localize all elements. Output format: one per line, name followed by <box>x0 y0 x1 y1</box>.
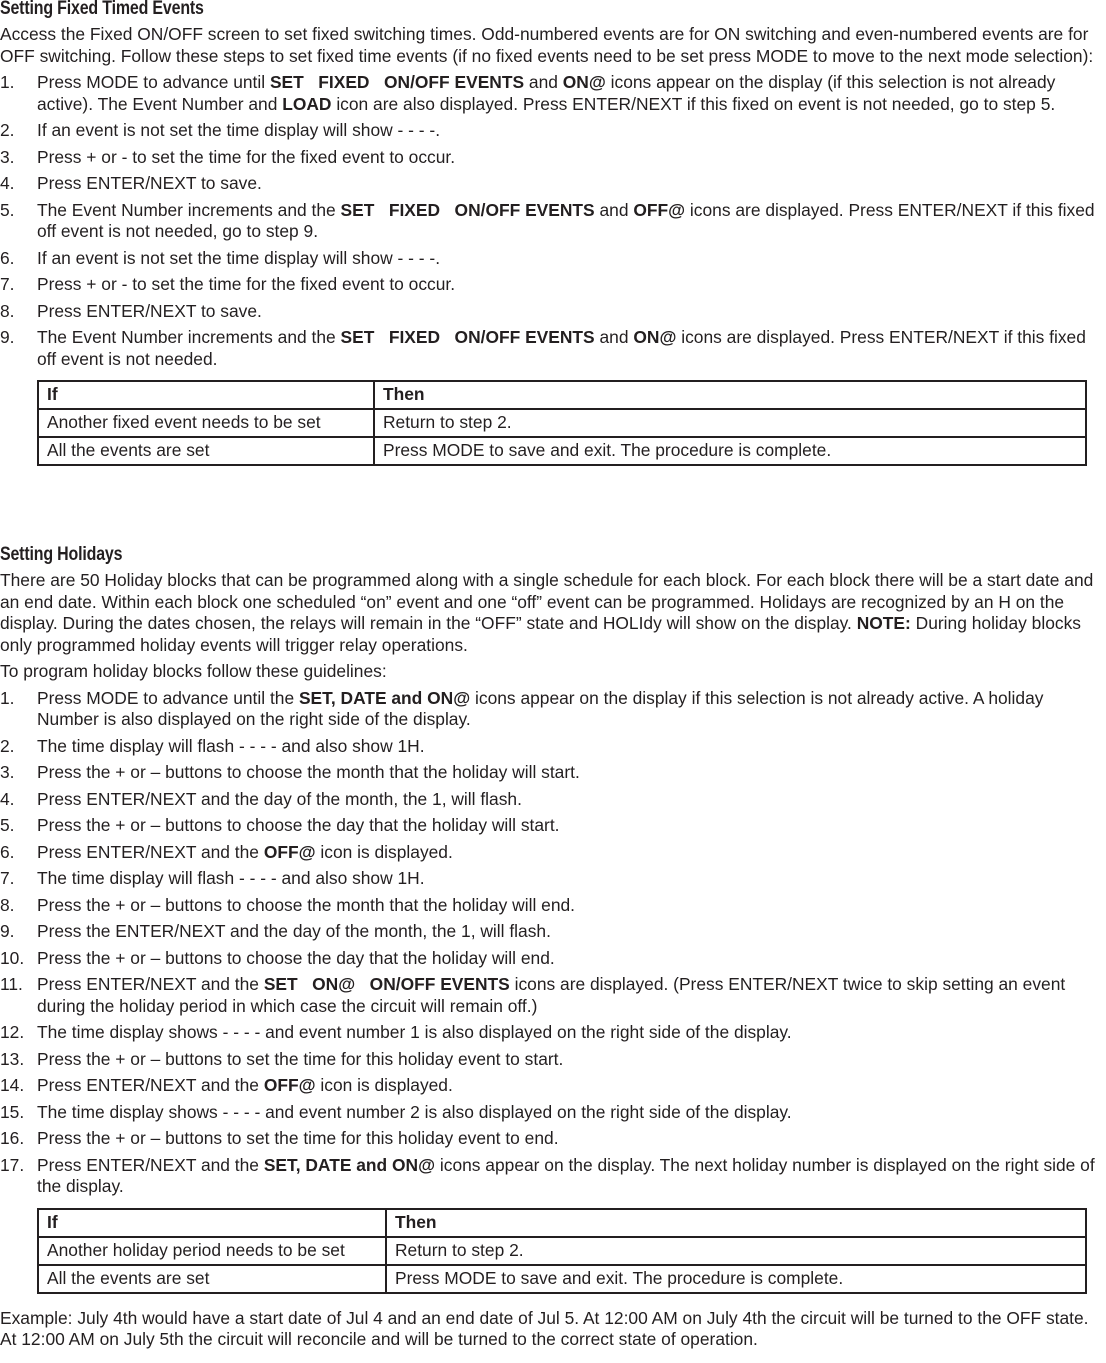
holidays-intro: There are 50 Holiday blocks that can be programmed along with a single schedule for each block. For each block there will be a start date and an end date. Within each block one scheduled “on” event and one “off” event can be programmed. Holidays are recognized by an H on the display. During the dates chosen, the relays will remain in the “OFF” state and HOLIdy will show on the display. NOTE: During holiday blocks only programmed holiday events will trigger relay operations. <box>0 570 1094 655</box>
holidays-guidelines: To program holiday blocks follow these guidelines: <box>0 661 387 681</box>
list-item: 7. Press + or - to set the time for the fixed event to occur. <box>0 274 456 294</box>
list-item: 3. Press + or - to set the time for the fixed event to occur. <box>0 146 456 167</box>
list-item: 16. Press the + or – buttons to set the time for this holiday event to end. <box>0 1128 559 1148</box>
list-item: 5. Press the + or – buttons to choose the day that the holiday will start. <box>0 815 560 835</box>
list-item: 17. Press ENTER/NEXT and the SET, DATE and ON@ icons appear on the display. The next holiday number is displayed on the right side of the display. <box>0 1154 1095 1196</box>
list-item: 13. Press the + or – buttons to set the time for this holiday event to start. <box>0 1048 564 1069</box>
list-item: 11. Press ENTER/NEXT and the SET ON@ ON/OFF EVENTS icons are displayed. (Press ENTER/NEXT twice to skip setting an event during the holiday period in which case the circuit will remain off.) <box>0 974 1066 1016</box>
list-item: 2. If an event is not set the time display will show - - - -. <box>0 120 441 140</box>
table-header-then: Then <box>386 1209 1086 1237</box>
list-item: 1. Press MODE to advance until the SET, DATE and ON@ icons appear on the display if this selection is not already active. A holiday Number is also displayed on the right side of the display. <box>0 687 1044 729</box>
holidays-section <box>0 543 1106 1351</box>
list-item: 4. Press ENTER/NEXT to save. <box>0 173 262 193</box>
note-label: NOTE: <box>856 613 911 633</box>
list-item: 12. The time display shows - - - - and event number 1 is also displayed on the right side of the display. <box>0 1022 792 1042</box>
list-item: 4. Press ENTER/NEXT and the day of the month, the 1, will flash. <box>0 788 522 809</box>
fixed-events-intro: Access the Fixed ON/OFF screen to set fixed switching times. Odd-numbered events are for ON switching and even-numbered events are for OFF switching. Follow these steps to set fixed time events (if no fixed events need to be set press MODE to move to the next mode selection): <box>0 24 1094 66</box>
holidays-steps <box>0 688 1106 1198</box>
table-header-if: If <box>38 381 374 409</box>
list-item: 2. The time display will flash - - - - and also show 1H. <box>0 735 425 756</box>
list-item: 15. The time display shows - - - - and event number 2 is also displayed on the right side of the display. <box>0 1101 792 1122</box>
fixed-events-section <box>0 0 1106 466</box>
list-item: 14. Press ENTER/NEXT and the OFF@ icon is displayed. <box>0 1075 453 1095</box>
list-item: 6. If an event is not set the time display will show - - - -. <box>0 247 441 268</box>
table-row: Another fixed event needs to be set Return to step 2. <box>38 409 1086 437</box>
holidays-example: Example: July 4th would have a start date of Jul 4 and an end date of Jul 5. At 12:00 AM on July 4th the circuit will be turned to the OFF state. At 12:00 AM on July 5th the circuit will reconcile and will be turned to the correct state of operation. <box>0 1307 1089 1349</box>
holidays-table <box>37 1208 1087 1294</box>
table-header-row <box>38 381 1086 409</box>
list-item: 9. The Event Number increments and the SET FIXED ON/OFF EVENTS and ON@ icons are displayed. Press ENTER/NEXT if this fixed off event is not needed. <box>0 327 1086 369</box>
fixed-events-heading: Setting Fixed Timed Events <box>0 0 204 19</box>
list-item: 3. Press the + or – buttons to choose the month that the holiday will start. <box>0 762 580 782</box>
table-header-row <box>38 1209 1086 1237</box>
list-item: 6. Press ENTER/NEXT and the OFF@ icon is displayed. <box>0 841 453 862</box>
holidays-heading: Setting Holidays <box>0 544 123 565</box>
list-item: 9. Press the ENTER/NEXT and the day of the month, the 1, will flash. <box>0 921 551 941</box>
list-item: 7. The time display will flash - - - - and also show 1H. <box>0 868 425 888</box>
list-item: 8. Press ENTER/NEXT to save. <box>0 300 262 321</box>
list-item: 8. Press the + or – buttons to choose the month that the holiday will end. <box>0 894 575 915</box>
table-row: All the events are set Press MODE to save and exit. The procedure is complete. <box>38 1265 1086 1293</box>
table-header-then: Then <box>374 381 1086 409</box>
table-row: All the events are set Press MODE to save and exit. The procedure is complete. <box>38 437 1086 465</box>
fixed-events-steps <box>0 72 1106 370</box>
table-header-if: If <box>38 1209 386 1237</box>
fixed-events-table <box>37 380 1087 466</box>
list-item: 5. The Event Number increments and the SET FIXED ON/OFF EVENTS and OFF@ icons are displayed. Press ENTER/NEXT if this fixed off event is not needed, go to step 9. <box>0 199 1095 241</box>
table-row: Another holiday period needs to be set Return to step 2. <box>38 1237 1086 1265</box>
list-item: 1. Press MODE to advance until SET FIXED ON/OFF EVENTS and ON@ icons appear on the display (if this selection is not already active). The Event Number and LOAD icon are also displayed. Press ENTER/NEXT if this fixed on event is not needed, go to step 5. <box>0 72 1056 114</box>
list-item: 10. Press the + or – buttons to choose the day that the holiday will end. <box>0 947 555 968</box>
